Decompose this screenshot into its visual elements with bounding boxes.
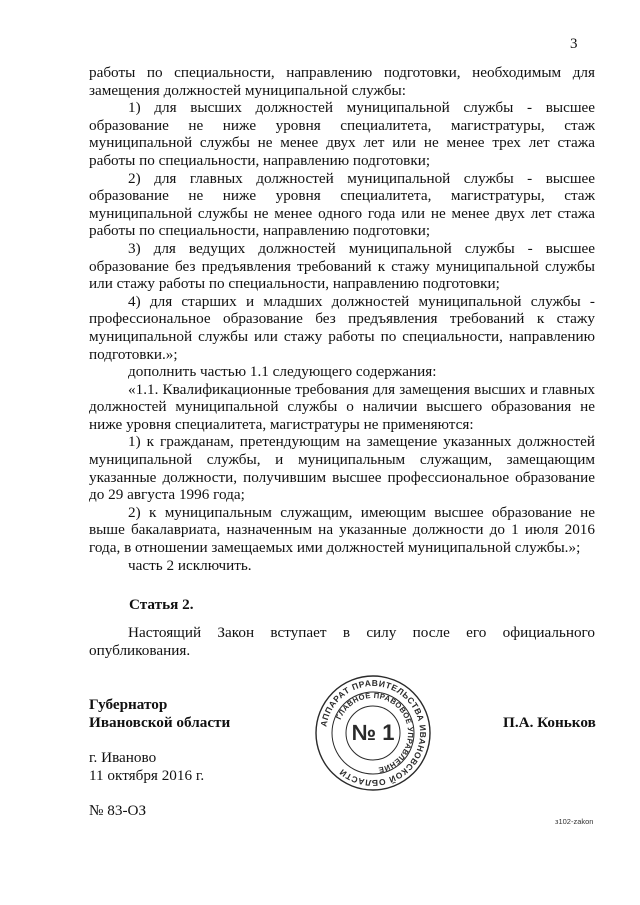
paragraph: 2) к муниципальным служащим, имеющим высшее образование не выше бакалавриата, назначенным на указанные должности до 1 июля 2016 года, в отношении замещаемых ими должностей муниципальной службы.»; bbox=[89, 503, 595, 557]
paragraph: часть 2 исключить. bbox=[128, 556, 252, 574]
article-title: Статья 2. bbox=[129, 596, 194, 613]
place-date bbox=[89, 749, 204, 784]
governor-title-line: Губернатор bbox=[89, 696, 168, 713]
seal-outer-text: АППАРАТ ПРАВИТЕЛЬСТВА ИВАНОВСКОЙ ОБЛАСТИ bbox=[318, 677, 429, 789]
law-number: № 83-ОЗ bbox=[89, 802, 147, 819]
paragraph: дополнить частью 1.1 следующего содержания: bbox=[128, 363, 437, 381]
paragraph: 3) для ведущих должностей муниципальной службы - высшее образование без предъявления требований к стажу муниципальной службы или стажу работы по специальности, направлению подготовки; bbox=[89, 239, 595, 293]
paragraph: «1.1. Квалификационные требования для замещения высших и главных должностей муниципальной службы о наличии высшего образования не ниже уровня специалитета, магистратуры не применяются: bbox=[89, 380, 595, 433]
signing-place: г. Иваново bbox=[89, 749, 157, 766]
paragraph: 4) для старших и младших должностей муниципальной службы - профессиональное образование без предъявления требований к стажу муниципальной службы или стажу работы по специальности, направлению подготовки.»; bbox=[89, 292, 595, 363]
paragraph: работы по специальности, направлению подготовки, необходимым для замещения должностей муниципальной службы: bbox=[89, 64, 595, 99]
article-body bbox=[89, 624, 595, 659]
seal-inner-text: ГЛАВНОЕ ПРАВОВОЕ УПРАВЛЕНИЕ bbox=[334, 690, 416, 775]
governor-title-line: Ивановской области bbox=[89, 714, 231, 731]
seal-graphic bbox=[314, 674, 432, 792]
paragraph: 1) к гражданам, претендующим на замещение указанных должностей муниципальной службы, и муниципальным служащим, замещающим указанные должности, получившим высшее профессиональное образование до 29 августа 1996 года; bbox=[89, 433, 595, 504]
seal-number: № 1 bbox=[351, 720, 395, 745]
signing-date: 11 октября 2016 г. bbox=[89, 766, 205, 784]
paragraph: 2) для главных должностей муниципальной службы - высшее образование не ниже уровня специалитета, магистратуры, стаж муниципальной службы не менее одного года или не менее двух лет стажа работы по специальности, направлению подготовки; bbox=[89, 169, 595, 240]
document-code: з102-zakon bbox=[555, 817, 594, 826]
official-seal bbox=[314, 674, 432, 792]
signer-name: П.А. Коньков bbox=[503, 714, 596, 731]
paragraph: 1) для высших должностей муниципальной службы - высшее образование не ниже уровня специалитета, магистратуры, стаж муниципальной службы не менее двух лет или не менее трех лет стажа работы по специальности, направлению подготовки; bbox=[89, 99, 595, 169]
governor-title bbox=[89, 696, 230, 732]
paragraph: Настоящий Закон вступает в силу после его официального опубликования. bbox=[89, 624, 595, 659]
law-text bbox=[89, 64, 595, 574]
page-number: 3 bbox=[570, 36, 578, 52]
